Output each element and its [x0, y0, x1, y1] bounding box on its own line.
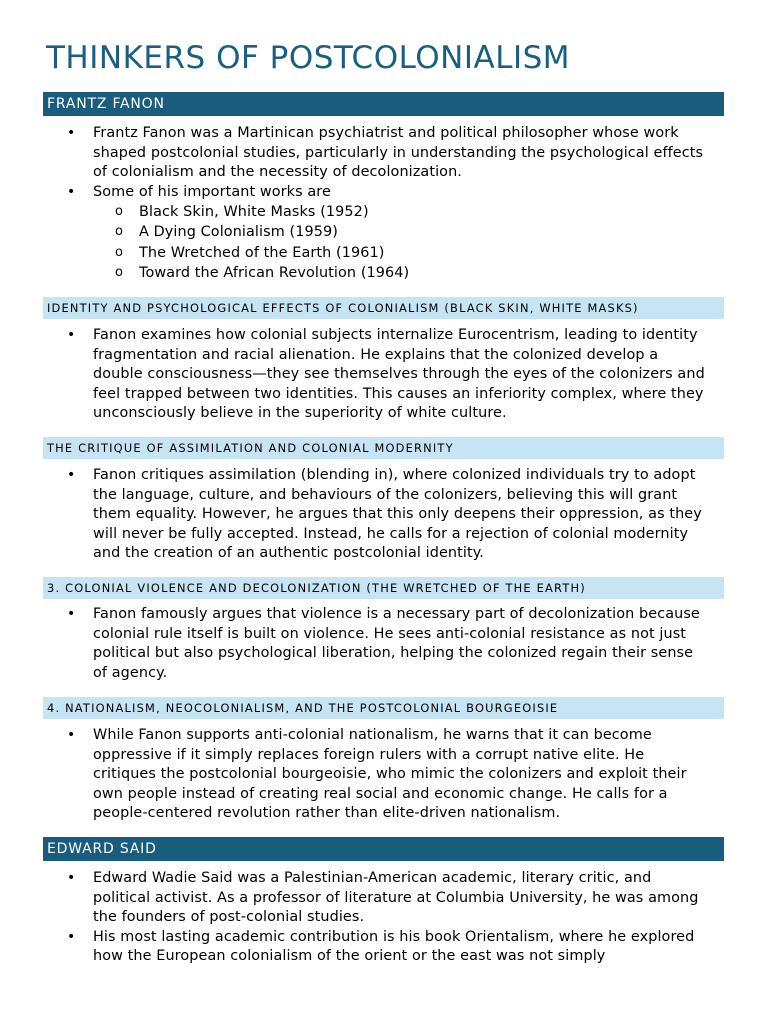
bullet-icon: • [67, 467, 76, 483]
bullet-icon: • [67, 327, 76, 343]
subsection-heading-identity: IDENTITY AND PSYCHOLOGICAL EFFECTS OF COLONIALISM (BLACK SKIN, WHITE MASKS) [43, 297, 724, 319]
list-item [0, 726, 710, 824]
work-title: A Dying Colonialism (1959) [139, 224, 338, 241]
works-item [0, 222, 768, 242]
section-assimilation-list [0, 466, 768, 564]
circle-bullet-icon: o [115, 224, 124, 240]
work-title: Black Skin, White Masks (1952) [139, 204, 369, 220]
said-list [0, 869, 768, 967]
bullet-icon: • [67, 183, 76, 200]
section-violence-list [0, 605, 768, 683]
bullet-text: Edward Wadie Said was a Palestinian-American academic, literary critic, and political activist. As a professor of literature at Columbia University, he was among the founders of post-colonial studies. [93, 870, 699, 926]
works-item [0, 202, 768, 222]
bullet-text: While Fanon supports anti-colonial nationalism, he warns that it can become oppressive if it simply replaces foreign rulers with a corrupt native elite. He critiques the postcolonial bourgeoisie, who mimic the colonizers and exploit their own people instead of creating real social and economic change. He calls for a people-centered revolution rather than elite-driven nationalism. [93, 727, 687, 822]
list-item [0, 326, 710, 424]
list-item [0, 605, 710, 683]
fanon-intro-list [0, 124, 768, 202]
bullet-icon: • [67, 928, 76, 945]
list-item [0, 869, 710, 928]
work-title: The Wretched of the Earth (1961) [139, 244, 385, 261]
bullet-text: Fanon famously argues that violence is a necessary part of decolonization because colonial rule itself is built on violence. He sees anti-colonial resistance as not just political but also psychological liberation, helping the colonized regain their sense of agency. [93, 606, 700, 681]
list-item [0, 124, 710, 183]
subsection-heading-violence: 3. COLONIAL VIOLENCE AND DECOLONIZATION (THE WRETCHED OF THE EARTH) [43, 577, 724, 599]
bullet-icon: • [67, 125, 76, 141]
circle-bullet-icon: o [115, 265, 124, 281]
subsection-heading-assimilation: THE CRITIQUE OF ASSIMILATION AND COLONIAL MODERNITY [43, 437, 724, 459]
work-title: Toward the African Revolution (1964) [139, 265, 410, 282]
bullet-icon: • [67, 606, 76, 622]
bullet-text: Fanon examines how colonial subjects internalize Eurocentrism, leading to identity fragmentation and racial alienation. He explains that the colonized develop a double consciousness—they see themselves through the eyes of the colonizers and feel trapped between two identities. This causes an inferiority complex, where they unconsciously believe in the superiority of white culture. [93, 327, 705, 422]
circle-bullet-icon: o [115, 244, 124, 260]
bullet-text: Fanon critiques assimilation (blending in), where colonized individuals try to adopt the language, culture, and behaviours of the colonizers, believing this will grant them equality. However, he argues that this only deepens their oppression, as they will never be fully accepted. Instead, he calls for a rejection of colonial modernity and the creation of an authentic postcolonial identity. [93, 467, 702, 562]
section-nationalism-list [0, 726, 768, 824]
bullet-text: His most lasting academic contribution is his book Orientalism, where he explored how the European colonialism of the orient or the east was not simply [93, 928, 695, 965]
bullet-text: Frantz Fanon was a Martinican psychiatrist and political philosopher whose work shaped postcolonial studies, particularly in understanding the psychological effects of colonialism and the necessity of decolonization. [93, 125, 704, 181]
section-heading-frantz-fanon: FRANTZ FANON [43, 92, 724, 116]
subsection-heading-nationalism: 4. NATIONALISM, NEOCOLONIALISM, AND THE POSTCOLONIAL BOURGEOISIE [43, 697, 724, 719]
bullet-icon: • [67, 727, 76, 743]
bullet-text: Some of his important works are [93, 183, 331, 200]
list-item [0, 183, 710, 203]
works-item [0, 243, 768, 263]
bullet-icon: • [67, 870, 76, 886]
fanon-works-list [0, 202, 768, 284]
list-item [0, 928, 710, 967]
section-heading-edward-said: EDWARD SAID [43, 837, 724, 861]
circle-bullet-icon: o [115, 204, 124, 219]
section-identity-list [0, 326, 768, 424]
page-title: THINKERS OF POSTCOLONIALISM [46, 40, 571, 76]
works-item [0, 263, 768, 283]
list-item [0, 466, 710, 564]
